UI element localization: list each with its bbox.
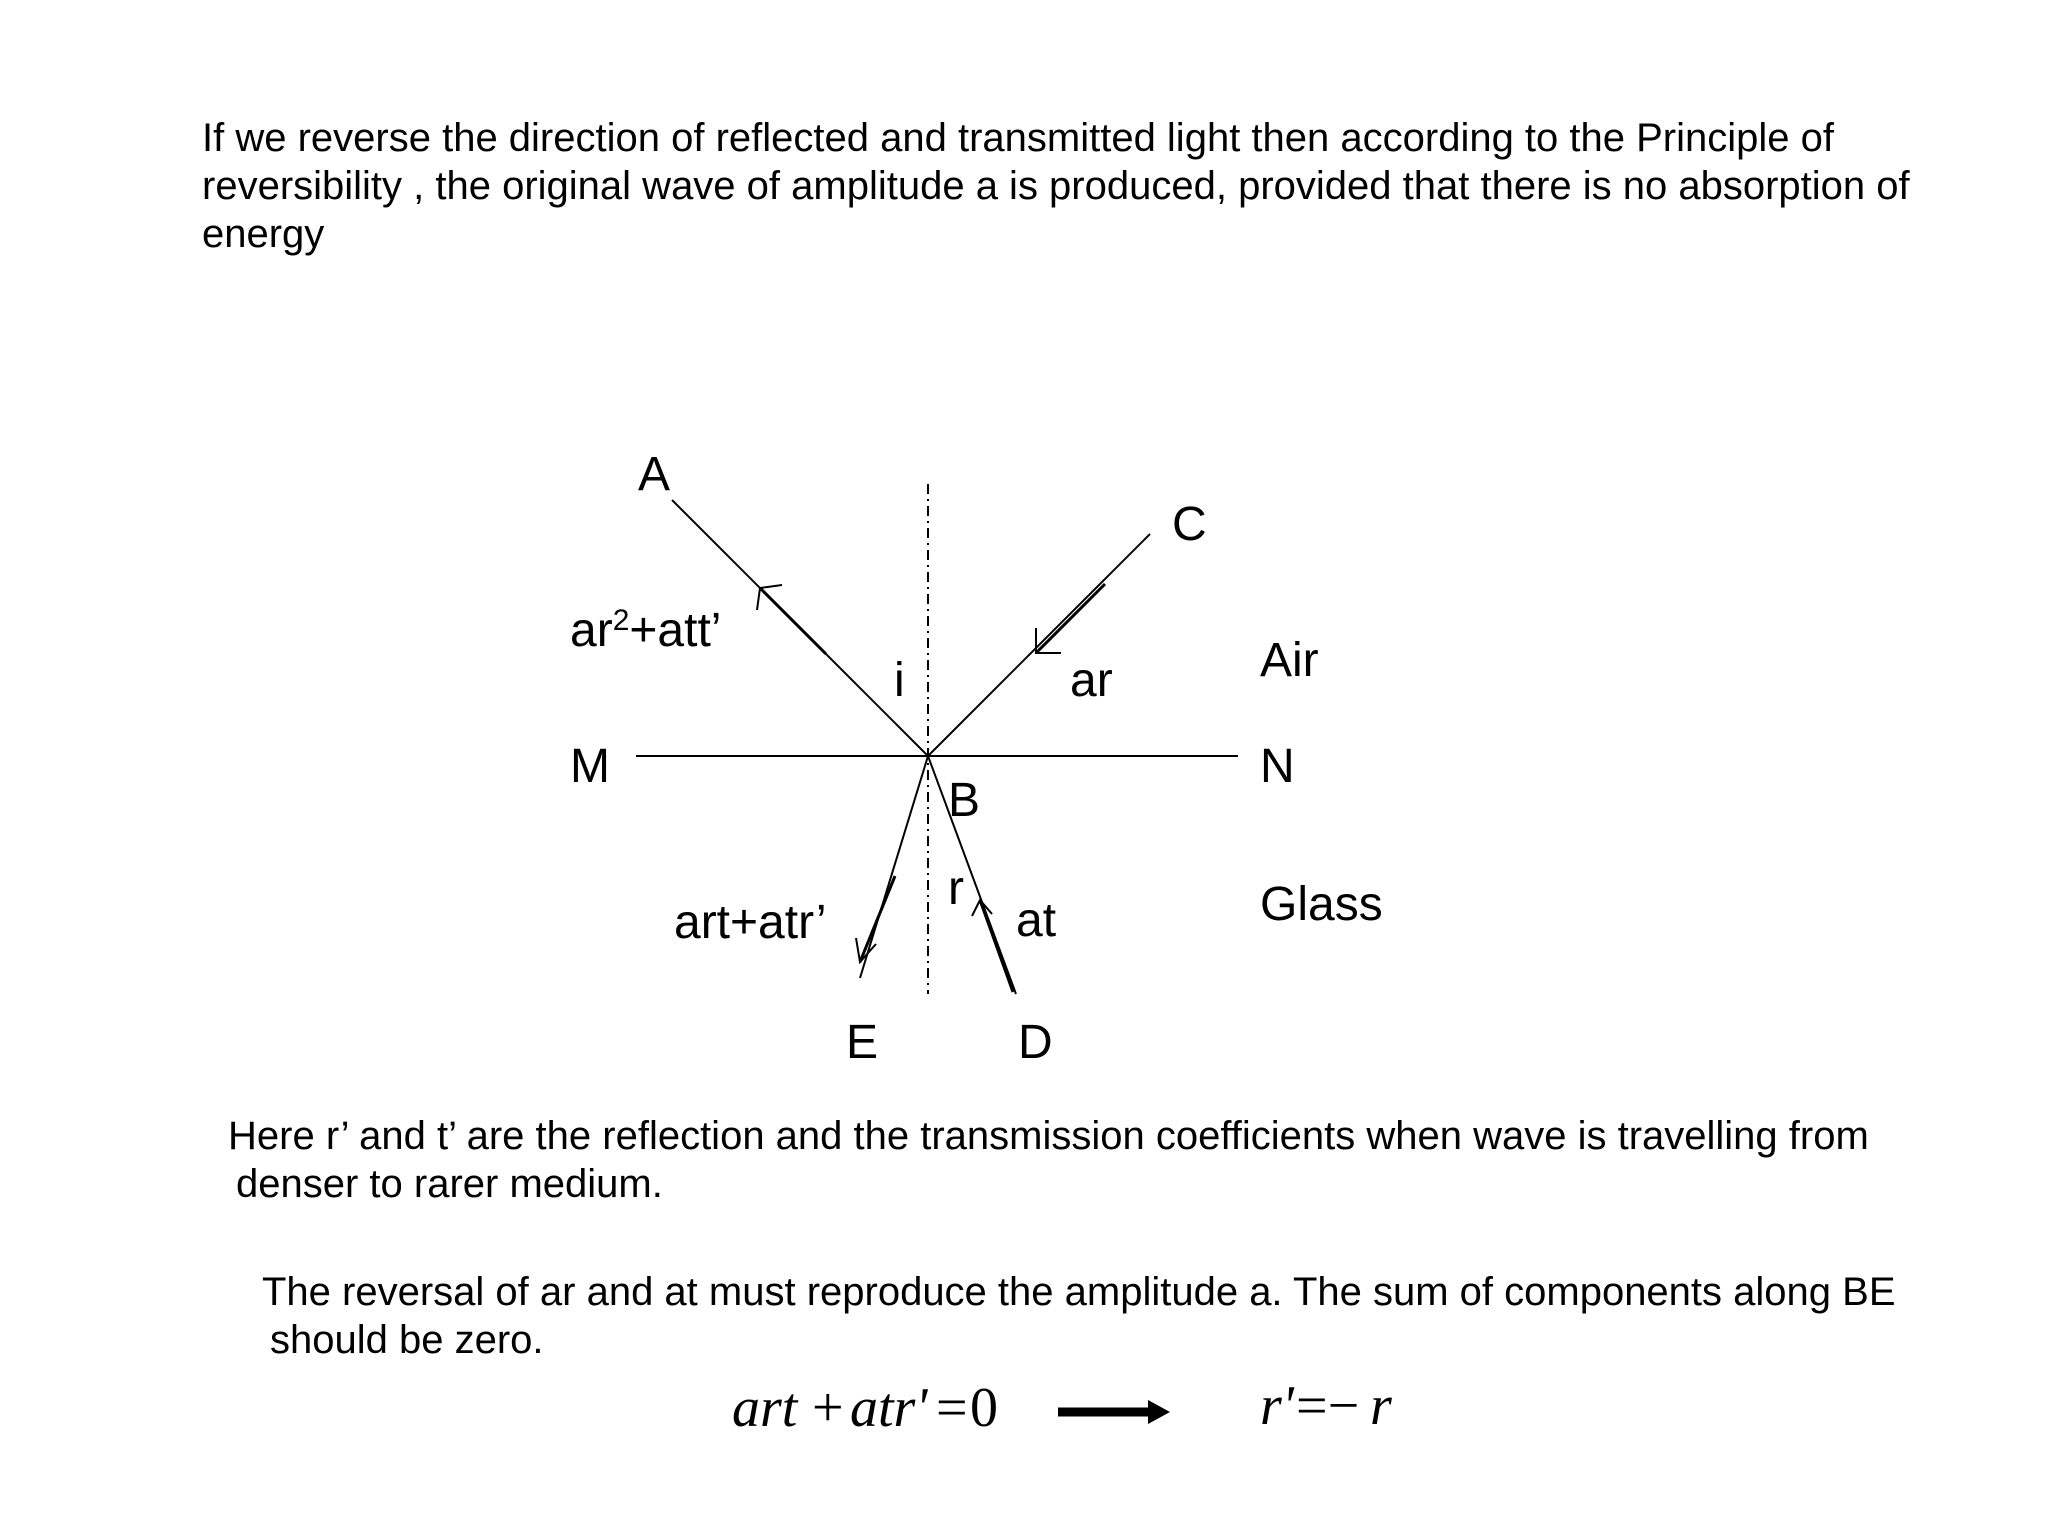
label-b: B [948,774,981,827]
label-d: D [1018,1016,1053,1069]
angle-i: i [894,654,905,707]
ray-cb [928,534,1150,756]
label-reflected-sum: $ar^2+att$’ [570,604,722,657]
note2-line-2: should be zero. [270,1318,544,1362]
label-e: E [846,1016,879,1069]
equation-rhs-rprime: r' [1260,1375,1294,1437]
ray-be-offset [860,876,895,962]
intro-line-3: energy [202,212,325,256]
ray-db-offset [980,900,1013,992]
label-glass: Glass [1260,878,1383,931]
label-ar: ar [1070,654,1113,707]
label-c: C [1172,498,1207,551]
intro-line-2: reversibility , the original wave of amplitude a is produced, provided that there is no absorption of [202,164,1910,208]
equation-lhs-atr: atr' [850,1377,928,1439]
equation-lhs-equals: = [936,1377,968,1439]
label-m: M [570,740,610,793]
ray-be [860,756,928,978]
note1-line-2: denser to rarer medium. [236,1162,663,1206]
label-a: A [638,448,671,501]
note-coefficients [228,1112,1974,1208]
equation-lhs-zero: 0 [970,1377,998,1439]
label-transmitted-sum: art+atr’ [674,896,827,949]
note2-line-1: The reversal of ar and at must reproduce the amplitude a. The sum of components along BE [262,1270,1896,1314]
equation-rhs-r: r [1370,1375,1392,1437]
note-reversal [262,1268,2016,1364]
ray-cb-offset [1036,584,1105,653]
equation-rhs-equals: =− [1296,1375,1360,1437]
implies-arrow-head [1148,1400,1170,1424]
label-air: Air [1260,634,1319,687]
equation-lhs-plus: + [812,1377,844,1439]
label-n: N [1260,740,1295,793]
angle-r: r [948,862,964,915]
equation [732,1375,1392,1439]
intro-line-1: If we reverse the direction of reflected and transmitted light then according to the Principle of [202,116,1834,160]
ray-ba-offset [760,588,826,654]
equation-lhs-art: art [732,1377,798,1439]
note1-line-1: Here r’ and t’ are the reflection and the transmission coefficients when wave is travelling from [228,1114,1869,1158]
label-at: at [1016,894,1057,947]
